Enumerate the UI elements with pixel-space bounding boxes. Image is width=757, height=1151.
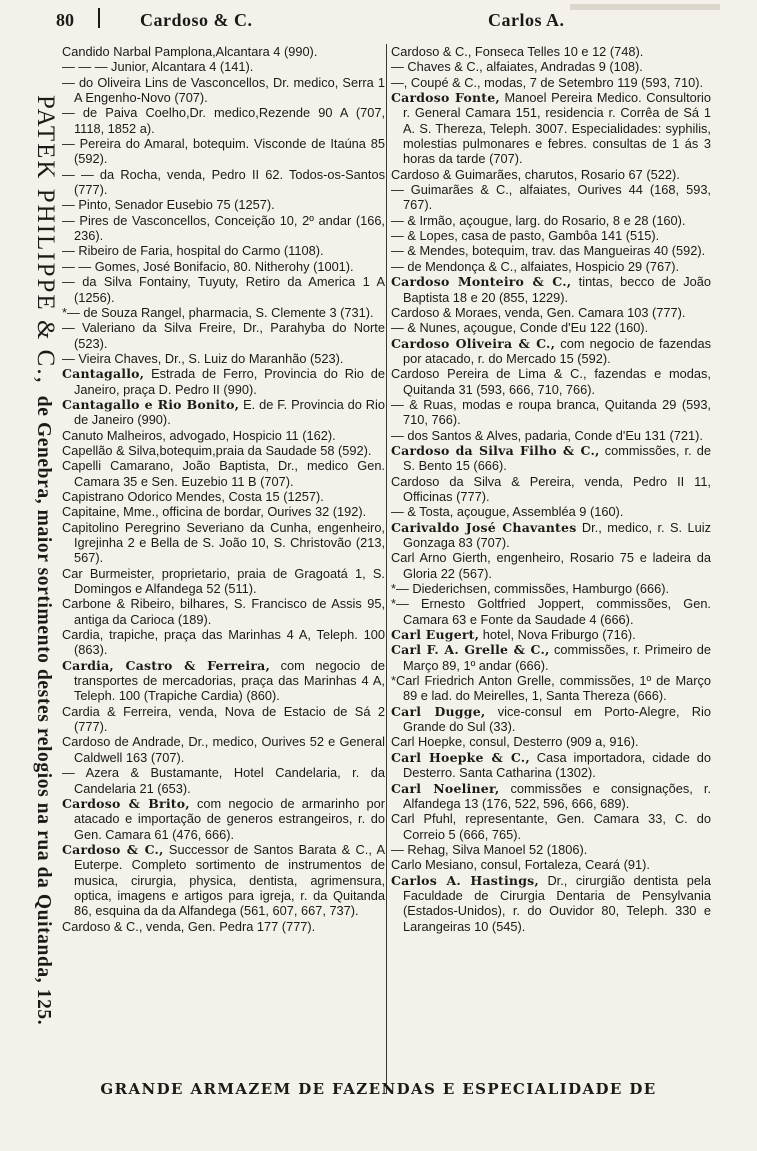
directory-entry — [62, 305, 385, 320]
entry-text: — — Gomes, José Bonifacio, 80. Nitherohy (1001). — [62, 258, 354, 274]
column-divider — [386, 44, 387, 1094]
entry-text: — Chaves & C., alfaiates, Andradas 9 (108). — [391, 59, 643, 75]
entry-text: — & Irmão, açougue, larg. do Rosario, 8 e 28 (160). — [391, 212, 686, 228]
directory-entry — [62, 213, 385, 244]
entry-text: Carl Arno Gierth, engenheiro, Rosario 75 e ladeira da Gloria 22 (567). — [391, 550, 711, 581]
entry-name: Cardoso Fonte, — [391, 90, 500, 106]
entry-text: Cardoso de Andrade, Dr., medico, Ourives 52 e General Caldwell 163 (707). — [62, 734, 385, 765]
directory-entry — [391, 59, 711, 74]
entry-text: *— Diederichsen, commissões, Hamburgo (666). — [391, 581, 670, 597]
right-running-heading: Carlos A. — [488, 10, 565, 30]
entry-text: Candido Narbal Pamplona,Alcantara 4 (990). — [62, 44, 318, 59]
entry-text: Dr., medico, r. S. Luiz Gonzaga 83 (707). — [403, 519, 711, 550]
directory-entry — [391, 781, 711, 812]
directory-entry — [62, 596, 385, 627]
right-column — [391, 44, 711, 1094]
entry-text: — — da Rocha, venda, Pedro II 62. Todos-os-Santos (777). — [62, 166, 385, 198]
directory-entry — [391, 44, 711, 59]
entry-text: tintas, becco de João Baptista 18 e 20 (855, 1229). — [403, 274, 711, 305]
entry-text: Estrada de Ferro, Provincia do Rio de Janeiro, praça D. Pedro II (990). — [74, 366, 385, 397]
entry-text: Capistrano Odorico Mendes, Costa 15 (1257). — [62, 488, 324, 504]
side-advert-body: de Genebra, maior sortimento destes relogios na rua da Quitanda, 125. — [33, 395, 54, 1026]
entry-text: — Azera & Bustamante, Hotel Candelaria, r. da Candelaria 21 (653). — [62, 765, 385, 796]
entry-name: Cantagallo, — [62, 366, 145, 382]
directory-entry — [62, 458, 385, 489]
entry-text: Carl Pfuhl, representante, Gen. Camara 33, C. do Correio 5 (666, 765). — [391, 811, 711, 842]
directory-entry — [391, 228, 711, 243]
entry-text: —, Coupé & C., modas, 7 de Setembro 119 (593, 710). — [391, 74, 704, 90]
directory-entry — [391, 90, 711, 167]
entry-text: Cardoso da Silva & Pereira, venda, Pedro II 11, Officinas (777). — [391, 473, 711, 504]
entry-text: — da Silva Fontainy, Tuyuty, Retiro da America 1 A (1256). — [62, 274, 385, 305]
directory-entry — [62, 765, 385, 796]
entry-name: Cardia, Castro & Ferreira, — [62, 657, 271, 673]
entry-text: — Pinto, Senador Eusebio 75 (1257). — [62, 197, 275, 213]
entry-text: commissões, r. Primeiro de Março 89, 1º andar (666). — [403, 642, 711, 673]
left-running-heading: Cardoso & C. — [140, 10, 253, 30]
entry-name: Carl Noeliner, — [391, 780, 500, 796]
directory-entry — [391, 520, 711, 551]
entry-name: Cardoso da Silva Filho & C., — [391, 442, 600, 458]
entry-text: Car Burmeister, proprietario, praia de Gragoatá 1, S. Domingos e Alfandega 52 (511). — [62, 565, 385, 597]
entry-text: Successor de Santos Barata & C., A Euterpe. Completo sortimento de instrumentos de musica, cirurgia, physica, dentista, agrimensura, optica, imagens e artigos para igreja, r. da Quitanda 86, esquina da da Alfandega (561, 607, 667, 737). — [74, 841, 385, 919]
entry-name: Cardoso Oliveira & C., — [391, 335, 556, 351]
entry-text: Canuto Malheiros, advogado, Hospicio 11 (162). — [62, 427, 336, 443]
directory-entry — [391, 366, 711, 397]
entry-text: — & Lopes, casa de pasto, Gambôa 141 (515). — [391, 228, 660, 244]
directory-entry — [62, 489, 385, 504]
entry-name: Carl Eugert, — [391, 627, 480, 643]
page-number: 80 — [56, 10, 74, 30]
entry-text: E. de F. Provincia do Rio de Janeiro (990). — [74, 396, 385, 428]
entry-text: Dr., cirurgião dentista pela Faculdade de Cirurgia Dentaria de Pensylvania (Estados-Unidos), r. do Ouvidor 80, Teleph. 330 e Larangeiras 10 (545). — [403, 872, 711, 934]
page-footer-banner: GRANDE ARMAZEM DE FAZENDAS E ESPECIALIDADE DE — [100, 1080, 657, 1098]
directory-entry — [62, 167, 385, 198]
directory-entry — [391, 704, 711, 735]
entry-name: Cantagallo e Rio Bonito, — [62, 396, 240, 412]
directory-entry — [62, 243, 385, 258]
directory-entry — [62, 919, 385, 934]
page-header — [0, 0, 757, 36]
directory-entry — [62, 443, 385, 458]
entry-text: com negocio de armarinho por atacado e importação de generos estrangeiros, r. do Gen. Camara 61 (476, 666). — [74, 795, 385, 842]
directory-entry — [62, 428, 385, 443]
entry-text: — Pires de Vasconcellos, Conceição 10, 2º andar (166, 236). — [62, 212, 385, 244]
entry-text: Carl Hoepke, consul, Desterro (909 a, 916). — [391, 734, 639, 750]
directory-entry — [391, 842, 711, 857]
entry-name: Carivaldo José Chavantes — [391, 519, 577, 535]
entry-text: *— de Souza Rangel, pharmacia, S. Clemente 3 (731). — [62, 304, 374, 320]
directory-entry — [62, 366, 385, 397]
directory-entry — [62, 351, 385, 366]
directory-entry — [391, 750, 711, 781]
directory-entry — [62, 704, 385, 735]
directory-entry — [391, 811, 711, 842]
entry-text: Carbone & Ribeiro, bilhares, S. Francisco de Assis 95, antiga da Carioca (189). — [62, 596, 385, 627]
entry-text: — Pereira do Amaral, botequim. Visconde de Itaúna 85 (592). — [62, 136, 385, 167]
directory-entry — [391, 627, 711, 642]
directory-entry — [62, 734, 385, 765]
directory-entry — [391, 474, 711, 505]
entry-name: Cardoso & Brito, — [62, 795, 190, 811]
directory-entry — [391, 305, 711, 320]
header-tick-left — [98, 8, 100, 28]
paper-scuff — [570, 4, 720, 10]
entry-text: Cardoso & Guimarães, charutos, Rosario 67 (522). — [391, 166, 680, 182]
entry-text: — Rehag, Silva Manoel 52 (1806). — [391, 841, 588, 857]
directory-entry — [62, 59, 385, 74]
entry-name: Carlos A. Hastings, — [391, 872, 539, 888]
entry-text: Manoel Pereira Medico. Consultorio r. General Camara 151, residencia r. Corrêa de Sá 1 A. S. Thereza, Teleph. 3007. Especialidades: syphilis, molestias pulmonares e febres. consultas de 1 ás 3 horas da tarde (707). — [403, 90, 711, 167]
left-column — [62, 44, 385, 1094]
entry-text: — Guimarães & C., alfaiates, Ourives 44 (168, 593, 767). — [391, 182, 711, 213]
directory-entry — [391, 504, 711, 519]
directory-entry — [62, 842, 385, 919]
entry-text: Cardoso & Moraes, venda, Gen. Camara 103 (777). — [391, 304, 686, 320]
entry-text: Cardoso & C., Fonseca Telles 10 e 12 (748). — [391, 44, 644, 59]
entry-name: Cardoso Monteiro & C., — [391, 274, 572, 290]
entry-text: Cardoso Pereira de Lima & C., fazendas e modas, Quitanda 31 (593, 666, 710, 766). — [391, 366, 711, 397]
entry-name: Carl F. A. Grelle & C., — [391, 642, 550, 658]
directory-entry — [62, 259, 385, 274]
entry-text: — dos Santos & Alves, padaria, Conde d'Eu 131 (721). — [391, 427, 703, 443]
directory-entry — [62, 75, 385, 106]
directory-entry — [391, 428, 711, 443]
directory-entry — [391, 274, 711, 305]
directory-entry — [391, 336, 711, 367]
directory-entry — [391, 673, 711, 704]
directory-entry — [391, 443, 711, 474]
directory-entry — [391, 213, 711, 228]
entry-text: — & Nunes, açougue, Conde d'Eu 122 (160). — [391, 320, 649, 336]
entry-text: com negocio de fazendas por atacado, r. do Mercado 15 (592). — [403, 335, 711, 366]
entry-text: — & Ruas, modas e roupa branca, Quitanda 29 (593, 710, 766). — [391, 396, 711, 428]
entry-text: — & Mendes, botequim, trav. das Mangueiras 40 (592). — [391, 243, 706, 259]
entry-text: — & Tosta, açougue, Assembléa 9 (160). — [391, 504, 624, 520]
entry-text: — Ribeiro de Faria, hospital do Carmo (1108). — [62, 243, 324, 259]
directory-entry — [391, 397, 711, 428]
side-advert-brand: PATEK PHILIPPE & C., — [32, 95, 59, 385]
directory-entry — [62, 658, 385, 704]
entry-text: — — — Junior, Alcantara 4 (141). — [62, 59, 254, 75]
directory-entry — [391, 550, 711, 581]
entry-name: Carl Hoepke & C., — [391, 749, 530, 765]
side-advert-text — [29, 95, 59, 1075]
directory-entry — [62, 320, 385, 351]
entry-text: Carlo Mesiano, consul, Fortaleza, Ceará (91). — [391, 857, 650, 873]
directory-entry — [62, 105, 385, 136]
directory-entry — [62, 520, 385, 566]
entry-text: hotel, Nova Friburgo (716). — [479, 627, 636, 643]
entry-text: Capitaine, Mme., officina de bordar, Ourives 32 (192). — [62, 504, 367, 520]
entry-text: commissões, r. de S. Bento 15 (666). — [403, 442, 711, 474]
directory-entry — [391, 873, 711, 934]
directory-entry — [391, 642, 711, 673]
entry-text: — de Paiva Coelho,Dr. medico,Rezende 90 A (707, 1118, 1852 a). — [62, 105, 385, 136]
directory-entry — [62, 627, 385, 658]
entry-text: com negocio de transportes de mercadorias, praça das Marinhas 4 A, Teleph. 100 (Trapiche Cardia) (860). — [74, 657, 385, 704]
directory-entry — [391, 75, 711, 90]
directory-entry — [391, 734, 711, 749]
directory-entry — [62, 197, 385, 212]
entry-text: Casa importadora, cidade do Desterro. Santa Catharina (1302). — [403, 749, 711, 781]
side-advert — [15, 95, 59, 1075]
directory-entry — [62, 44, 385, 59]
entry-name: Cardoso & C., — [62, 841, 164, 857]
directory-entry — [62, 504, 385, 519]
directory-entry — [62, 397, 385, 428]
entry-text: vice-consul em Porto-Alegre, Rio Grande do Sul (33). — [403, 703, 711, 735]
entry-text: Capelli Camarano, João Baptista, Dr., medico Gen. Camara 35 e Sen. Euzebio 11 B (707). — [62, 458, 385, 489]
entry-text: — de Mendonça & C., alfaiates, Hospicio 29 (767). — [391, 258, 680, 274]
entry-text: — Valeriano da Silva Freire, Dr., Parahyba do Norte (523). — [62, 320, 385, 351]
entry-text: commissões e consignações, r. Alfandega 13 (176, 522, 596, 666, 689). — [403, 780, 711, 811]
directory-entry — [391, 596, 711, 627]
directory-entry — [62, 136, 385, 167]
entry-text: Capellão & Silva,botequim,praia da Saudade 58 (592). — [62, 442, 372, 458]
entry-text: Cardia, trapiche, praça das Marinhas 4 A, Teleph. 100 (863). — [62, 627, 385, 658]
directory-entry — [391, 320, 711, 335]
entry-name: Carl Dugge, — [391, 703, 486, 719]
directory-entry — [391, 857, 711, 872]
directory-entry — [391, 167, 711, 182]
directory-entry — [391, 259, 711, 274]
entry-text: Cardoso & C., venda, Gen. Pedra 177 (777). — [62, 918, 316, 934]
directory-entry — [391, 581, 711, 596]
entry-text: Cardia & Ferreira, venda, Nova de Estacio de Sá 2 (777). — [62, 703, 385, 735]
directory-entry — [391, 182, 711, 213]
directory-entry — [391, 243, 711, 258]
directory-entry — [62, 274, 385, 305]
entry-text: *Carl Friedrich Anton Grelle, commissões, 1º de Março 89 e lad. do Meirelles, 1, Santa Thereza (666). — [391, 673, 711, 704]
entry-text: — Vieira Chaves, Dr., S. Luiz do Maranhão (523). — [62, 350, 344, 366]
directory-entry — [62, 796, 385, 842]
directory-entry — [62, 566, 385, 597]
entry-text: *— Ernesto Goltfried Joppert, commissões, Gen. Camara 63 e Fonte da Saudade 4 (666). — [391, 596, 711, 627]
entry-text: — do Oliveira Lins de Vasconcellos, Dr. medico, Serra 1 A Engenho-Novo (707). — [62, 74, 385, 106]
entry-text: Capitolino Peregrino Severiano da Cunha, engenheiro, Igrejinha 2 e Bella de S. João 10, S. Christovão (213, 567). — [62, 519, 385, 566]
